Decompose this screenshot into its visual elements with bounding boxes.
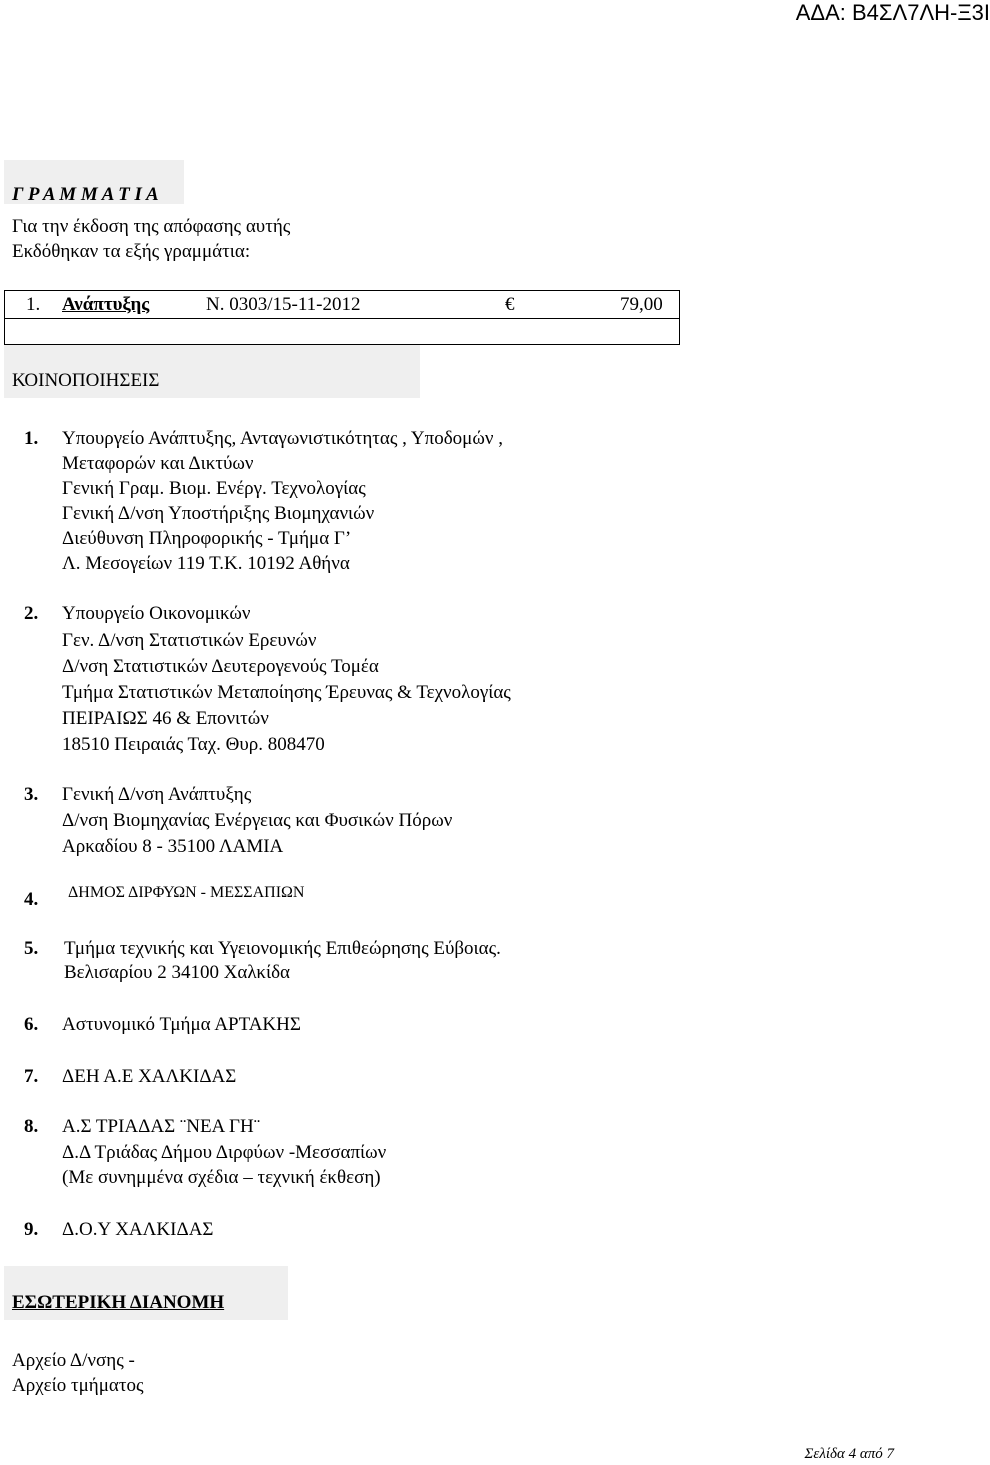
grammatia-title: Γ Ρ Α Μ Μ Α Τ Ι Α	[12, 184, 159, 205]
grammatia-intro-line-2: Εκδόθηκαν τα εξής γραμμάτια:	[12, 241, 251, 262]
item-number: 9.	[24, 1219, 39, 1240]
esoteriki-title: ΕΣΩΤΕΡΙΚΗ ΔΙΑΝΟΜΗ	[12, 1292, 225, 1313]
item-number: 8.	[24, 1116, 39, 1137]
item-line: Α.Σ ΤΡΙΑΔΑΣ ¨ΝΕΑ ΓΗ¨	[62, 1116, 261, 1137]
item-line: Τμήμα Στατιστικών Μεταποίησης Έρευνας & Τεχνολογίας	[62, 682, 511, 703]
item-line: Δ.Δ Τριάδας Δήμου Διρφύων -Μεσσαπίων	[62, 1142, 387, 1163]
ada-code: ΑΔΑ: Β4ΣΛ7ΛΗ-Ξ3Ι	[795, 0, 990, 25]
item-line: Βελισαρίου 2 34100 Χαλκίδα	[64, 962, 291, 983]
item-line: Δ/νση Στατιστικών Δευτερογενούς Τομέα	[62, 656, 379, 677]
item-line: Μεταφορών και Δικτύων	[62, 453, 254, 474]
esoteriki-line: Αρχείο τμήματος	[12, 1375, 144, 1396]
table-right-border	[679, 290, 680, 344]
item-number: 1.	[24, 428, 39, 449]
item-line: Υπουργείο Οικονομικών	[62, 603, 251, 624]
item-line: ΠΕΙΡΑΙΩΣ 46 & Επονιτών	[62, 708, 269, 729]
esoteriki-line: Αρχείο Δ/νσης -	[12, 1350, 135, 1371]
grammatio-amount: 79,00	[620, 294, 663, 315]
item-line: (Με συνημμένα σχέδια – τεχνική έκθεση)	[62, 1167, 381, 1188]
table-top-border	[4, 290, 680, 291]
item-line: Γενική Δ/νση Υποστήριξης Βιομηχανιών	[62, 503, 375, 524]
koinopoiiseis-title: ΚΟΙΝΟΠΟΙΗΣΕΙΣ	[12, 370, 160, 391]
item-number: 7.	[24, 1066, 39, 1087]
euro-sign: €	[505, 294, 515, 315]
page-number: Σελίδα 4 από 7	[804, 1446, 894, 1462]
item-number: 3.	[24, 784, 39, 805]
item-line: ΔΗΜΟΣ ΔΙΡΦΥΩΝ - ΜΕΣΣΑΠΙΩΝ	[68, 884, 305, 901]
item-number: 4.	[24, 889, 39, 910]
item-line: Τμήμα τεχνικής και Υγειονομικής Επιθεώρησης Εύβοιας.	[64, 938, 501, 959]
item-line: Γεν. Δ/νση Στατιστικών Ερευνών	[62, 630, 317, 651]
item-line: Αρκαδίου 8 - 35100 ΛΑΜΙΑ	[62, 836, 284, 857]
grammatia-intro-line-1: Για την έκδοση της απόφασης αυτής	[12, 216, 291, 237]
item-line: ΔΕΗ Α.Ε ΧΑΛΚΙΔΑΣ	[62, 1066, 237, 1087]
item-line: Γενική Γραμ. Βιομ. Ενέργ. Τεχνολογίας	[62, 478, 366, 499]
table-mid-border	[4, 318, 680, 319]
table-left-border	[4, 290, 5, 344]
item-line: Δ.Ο.Υ ΧΑΛΚΙΔΑΣ	[62, 1219, 214, 1240]
grammatio-reference: Ν. 0303/15-11-2012	[206, 294, 361, 315]
item-number: 6.	[24, 1014, 39, 1035]
grammatio-number: 1.	[26, 294, 41, 315]
item-number: 5.	[24, 938, 39, 959]
item-line: Δ/νση Βιομηχανίας Ενέργειας και Φυσικών Πόρων	[62, 810, 453, 831]
grammatio-label: Ανάπτυξης	[62, 294, 150, 315]
item-line: Λ. Μεσογείων 119 Τ.Κ. 10192 Αθήνα	[62, 553, 350, 574]
item-line: Διεύθυνση Πληροφορικής - Τμήμα Γ’	[62, 528, 352, 549]
table-bottom-border	[4, 344, 680, 345]
item-line: Γενική Δ/νση Ανάπτυξης	[62, 784, 252, 805]
item-line: Υπουργείο Ανάπτυξης, Ανταγωνιστικότητας , Υποδομών ,	[62, 428, 503, 449]
item-line: 18510 Πειραιάς Ταχ. Θυρ. 808470	[62, 734, 325, 755]
item-line: Αστυνομικό Τμήμα ΑΡΤΑΚΗΣ	[62, 1014, 301, 1035]
item-number: 2.	[24, 603, 39, 624]
